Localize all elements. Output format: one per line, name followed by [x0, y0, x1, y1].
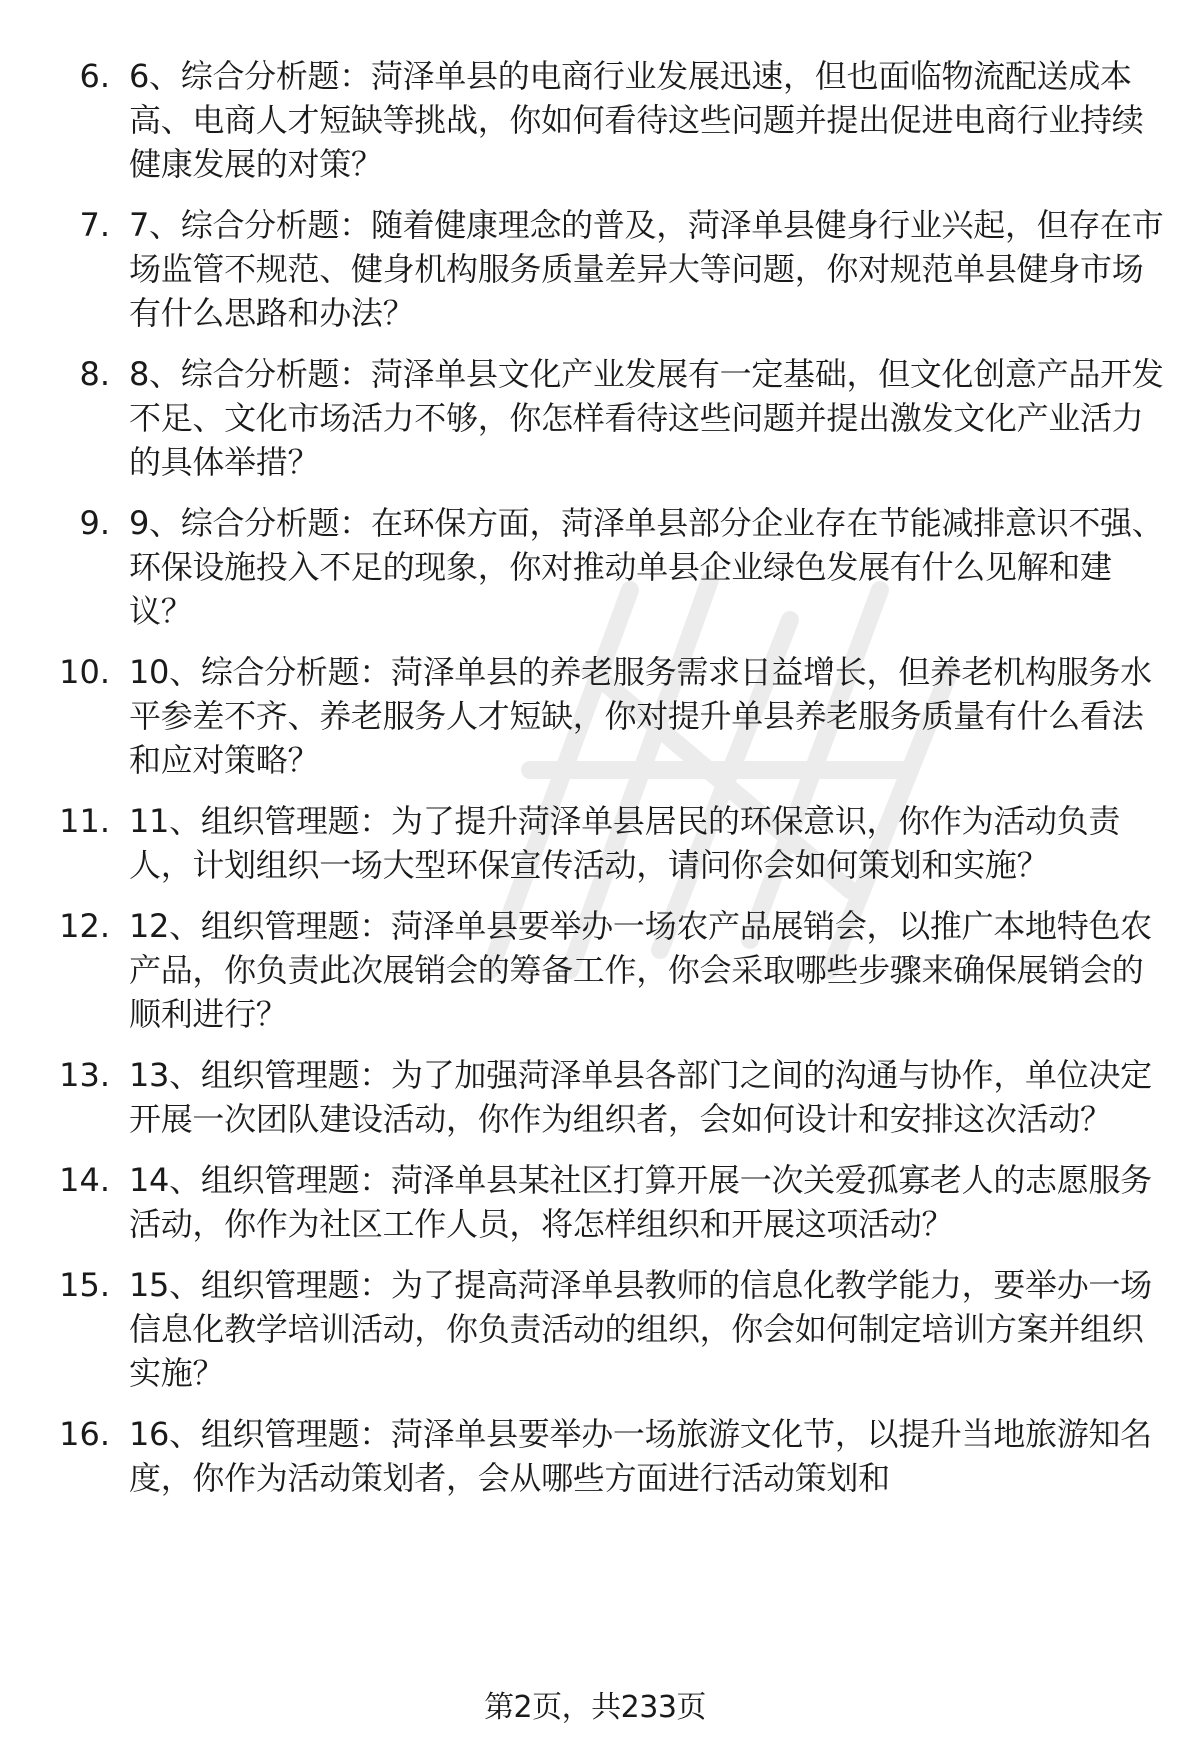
question-number: 9.: [79, 504, 110, 542]
page-number-footer: 第2页，共233页: [484, 1690, 706, 1725]
list-item: [0, 1263, 1190, 1395]
list-item: [0, 904, 1190, 1036]
question-text: 11、组织管理题：为了提升菏泽单县居民的环保意识，你作为活动负责人，计划组织一场大型环保宣传活动，请问你会如何策划和实施？: [129, 802, 1121, 884]
question-number: 7.: [79, 206, 110, 244]
question-text: 12、组织管理题：菏泽单县要举办一场农产品展销会，以推广本地特色农产品，你负责此次展销会的筹备工作，你会采取哪些步骤来确保展销会的顺利进行？: [129, 907, 1152, 1033]
question-number: 11.: [59, 802, 110, 840]
question-text: 16、组织管理题：菏泽单县要举办一场旅游文化节，以提升当地旅游知名度，你作为活动策划者，会从哪些方面进行活动策划和: [129, 1415, 1152, 1497]
question-number: 10.: [59, 653, 110, 691]
question-number: 8.: [79, 355, 110, 393]
question-list: [0, 54, 1190, 1517]
question-text: 13、组织管理题：为了加强菏泽单县各部门之间的沟通与协作，单位决定开展一次团队建设活动，你作为组织者，会如何设计和安排这次活动？: [129, 1056, 1152, 1138]
list-item: [0, 54, 1190, 186]
question-text: 9、综合分析题：在环保方面，菏泽单县部分企业存在节能减排意识不强、环保设施投入不足的现象，你对推动单县企业绿色发展有什么见解和建议？: [129, 504, 1164, 630]
question-text: 6、综合分析题：菏泽单县的电商行业发展迅速，但也面临物流配送成本高、电商人才短缺等挑战，你如何看待这些问题并提出促进电商行业持续健康发展的对策？: [129, 57, 1144, 183]
question-text: 10、综合分析题：菏泽单县的养老服务需求日益增长，但养老机构服务水平参差不齐、养老服务人才短缺，你对提升单县养老服务质量有什么看法和应对策略？: [129, 653, 1152, 779]
list-item: [0, 1412, 1190, 1500]
question-text: 14、组织管理题：菏泽单县某社区打算开展一次关爱孤寡老人的志愿服务活动，你作为社区工作人员，将怎样组织和开展这项活动？: [129, 1161, 1152, 1243]
list-item: [0, 352, 1190, 484]
question-text: 7、综合分析题：随着健康理念的普及，菏泽单县健身行业兴起，但存在市场监管不规范、健身机构服务质量差异大等问题，你对规范单县健身市场有什么思路和办法？: [129, 206, 1164, 332]
list-item: [0, 650, 1190, 782]
question-number: 15.: [59, 1266, 110, 1304]
question-number: 13.: [59, 1056, 110, 1094]
list-item: [0, 1053, 1190, 1141]
list-item: [0, 799, 1190, 887]
question-number: 12.: [59, 907, 110, 945]
question-number: 14.: [59, 1161, 110, 1199]
question-number: 16.: [59, 1415, 110, 1453]
list-item: [0, 501, 1190, 633]
question-text: 8、综合分析题：菏泽单县文化产业发展有一定基础，但文化创意产品开发不足、文化市场活力不够，你怎样看待这些问题并提出激发文化产业活力的具体举措？: [129, 355, 1164, 481]
list-item: [0, 203, 1190, 335]
question-number: 6.: [79, 57, 110, 95]
list-item: [0, 1158, 1190, 1246]
question-text: 15、组织管理题：为了提高菏泽单县教师的信息化教学能力，要举办一场信息化教学培训活动，你负责活动的组织，你会如何制定培训方案并组织实施？: [129, 1266, 1152, 1392]
